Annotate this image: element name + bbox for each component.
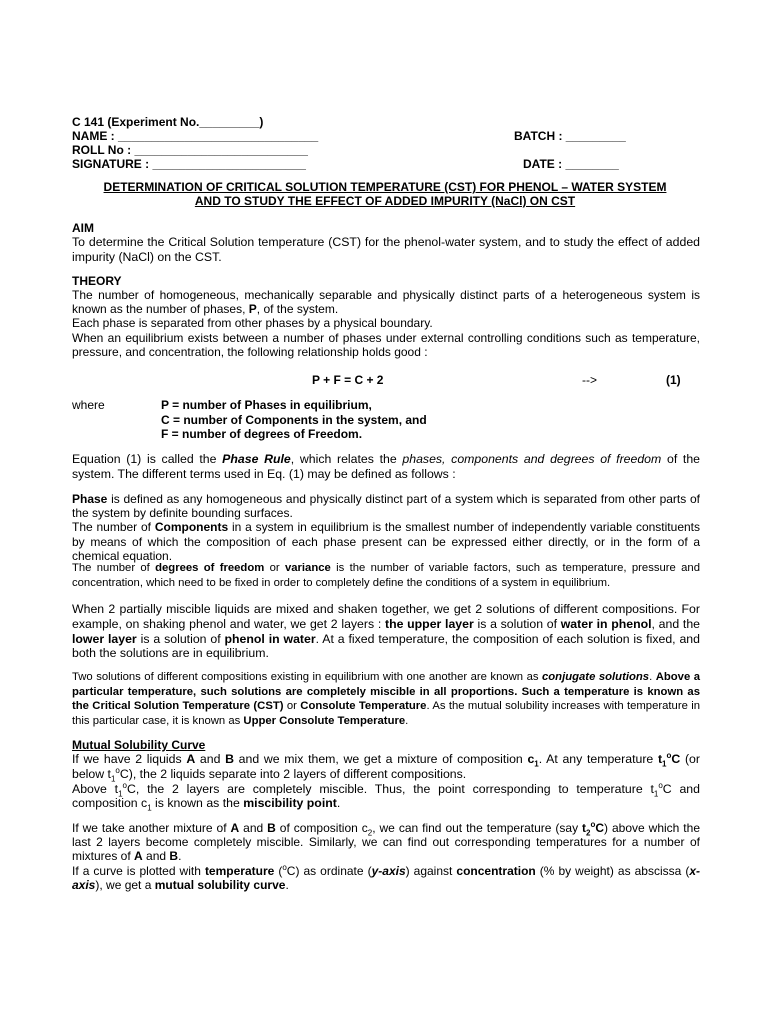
degrees-of-freedom-paragraph: The number of degrees of freedom or variance is the number of variable factors, such as temperature, pressure and concentration, which need to be fixed in order to completely define the conditions of a system in equilibrium. [72,562,700,589]
theory-paragraph: The number of homogeneous, mechanically separable and physically distinct parts of a heterogeneous system is known as the number of phases, P, of the system. Each phase is separated from other phases by a physical boundary. When an equilibrium exists between a number of phases under external controlling conditions such as temperature, pressure, and concentration, the following relationship holds good : [72,288,700,359]
document-title [70,180,700,208]
equation-arrow: --> [582,373,597,387]
signature-field: SIGNATURE : _______________________ [72,157,306,171]
course-code: C 141 (Experiment No._________) [72,115,264,129]
date-field: DATE : ________ [523,157,619,171]
batch-field: BATCH : _________ [514,129,626,143]
theory-boundary-line: Each phase is separated from other phases by a physical boundary. [72,316,433,331]
phase-rule-equation: P + F = C + 2 [312,373,384,387]
theory-heading: THEORY [72,274,122,288]
title-line-2: AND TO STUDY THE EFFECT OF ADDED IMPURITY (NaCl) ON CST [194,194,576,208]
definition-c: C = number of Components in the system, and [161,412,427,427]
partially-miscible-paragraph: When 2 partially miscible liquids are mixed and shaken together, we get 2 solutions of different compositions. For example, on shaking phenol and water, we get 2 layers : the upper layer is a solution of water in phenol, and the lower layer is a solution of phenol in water. At a fixed temperature, the composition of each solution is fixed, and both the solutions are in equilibrium. [72,602,700,661]
equation-number: (1) [666,373,681,387]
definitions-paragraph: Phase is defined as any homogeneous and physically distinct part of a system which is separated from other parts of the system by definite bounding surfaces. The number of Components in a system in equilibrium is the smallest number of independently variable constituents by means of which the composition of each phase present can be expressed either directly, or in the form of a chemical equation. [72,492,700,563]
aim-text: To determine the Critical Solution temperature (CST) for the phenol-water system, and to study the effect of added impurity (NaCl) on the CST. [72,235,700,264]
definition-f: F = number of degrees of Freedom. [161,427,363,441]
theory-equilibrium-line: When an equilibrium exists between a number of phases under external controlling conditions such as temperature, pressure, and concentration, the following relationship holds good : [72,330,700,359]
definition-p: P = number of Phases in equilibrium, [161,398,372,412]
conjugate-solutions-paragraph: Two solutions of different compositions existing in equilibrium with one another are known as conjugate solutions. Above a particular temperature, such solutions are completely miscible in all proportions. Such a temperature is known as the Critical Solution Temperature (CST) or Consolute Temperature. As the mutual solubility increases with temperature in this particular case, it is known as Upper Consolute Temperature. [72,671,701,727]
mutual-solubility-heading: Mutual Solubility Curve [72,738,206,752]
aim-heading: AIM [72,221,94,235]
variable-definitions [161,398,427,442]
name-field: NAME : ______________________________ [72,129,319,143]
phase-rule-paragraph: Equation (1) is called the Phase Rule, which relates the phases, components and degrees of freedom of the system. The different terms used in Eq. (1) may be defined as follows : [72,452,701,481]
roll-field: ROLL No : __________________________ [72,143,308,157]
where-label: where [72,398,105,412]
title-line-1: DETERMINATION OF CRITICAL SOLUTION TEMPERATURE (CST) FOR PHENOL – WATER SYSTEM [103,180,667,194]
mutual-solubility-paragraph-1: If we have 2 liquids A and B and we mix them, we get a mixture of composition $c_1$. At any temperature $t_1^oC$ (or below $t_1^oC$), the 2 liquids separate into 2 layers of different compositions. Above $t_1^oC$, the 2 layers are completely miscible. Thus, the point corresponding to temperature $t_1^oC$ and composition $c_1$ is known as the miscibility point. [72,750,700,813]
mutual-solubility-paragraph-2: If we take another mixture of A and B of composition $c_2$, we can find out the temperature (say $t_2^oC$) above which the last 2 layers become completely miscible. Similarly, we can find out corresponding temperatures for a number of mixtures of A and B. If a curve is plotted with temperature ($^o$C) as ordinate (y-axis) against concentration (% by weight) as abscissa (x-axis), we get a mutual solubility curve. [72,820,700,892]
